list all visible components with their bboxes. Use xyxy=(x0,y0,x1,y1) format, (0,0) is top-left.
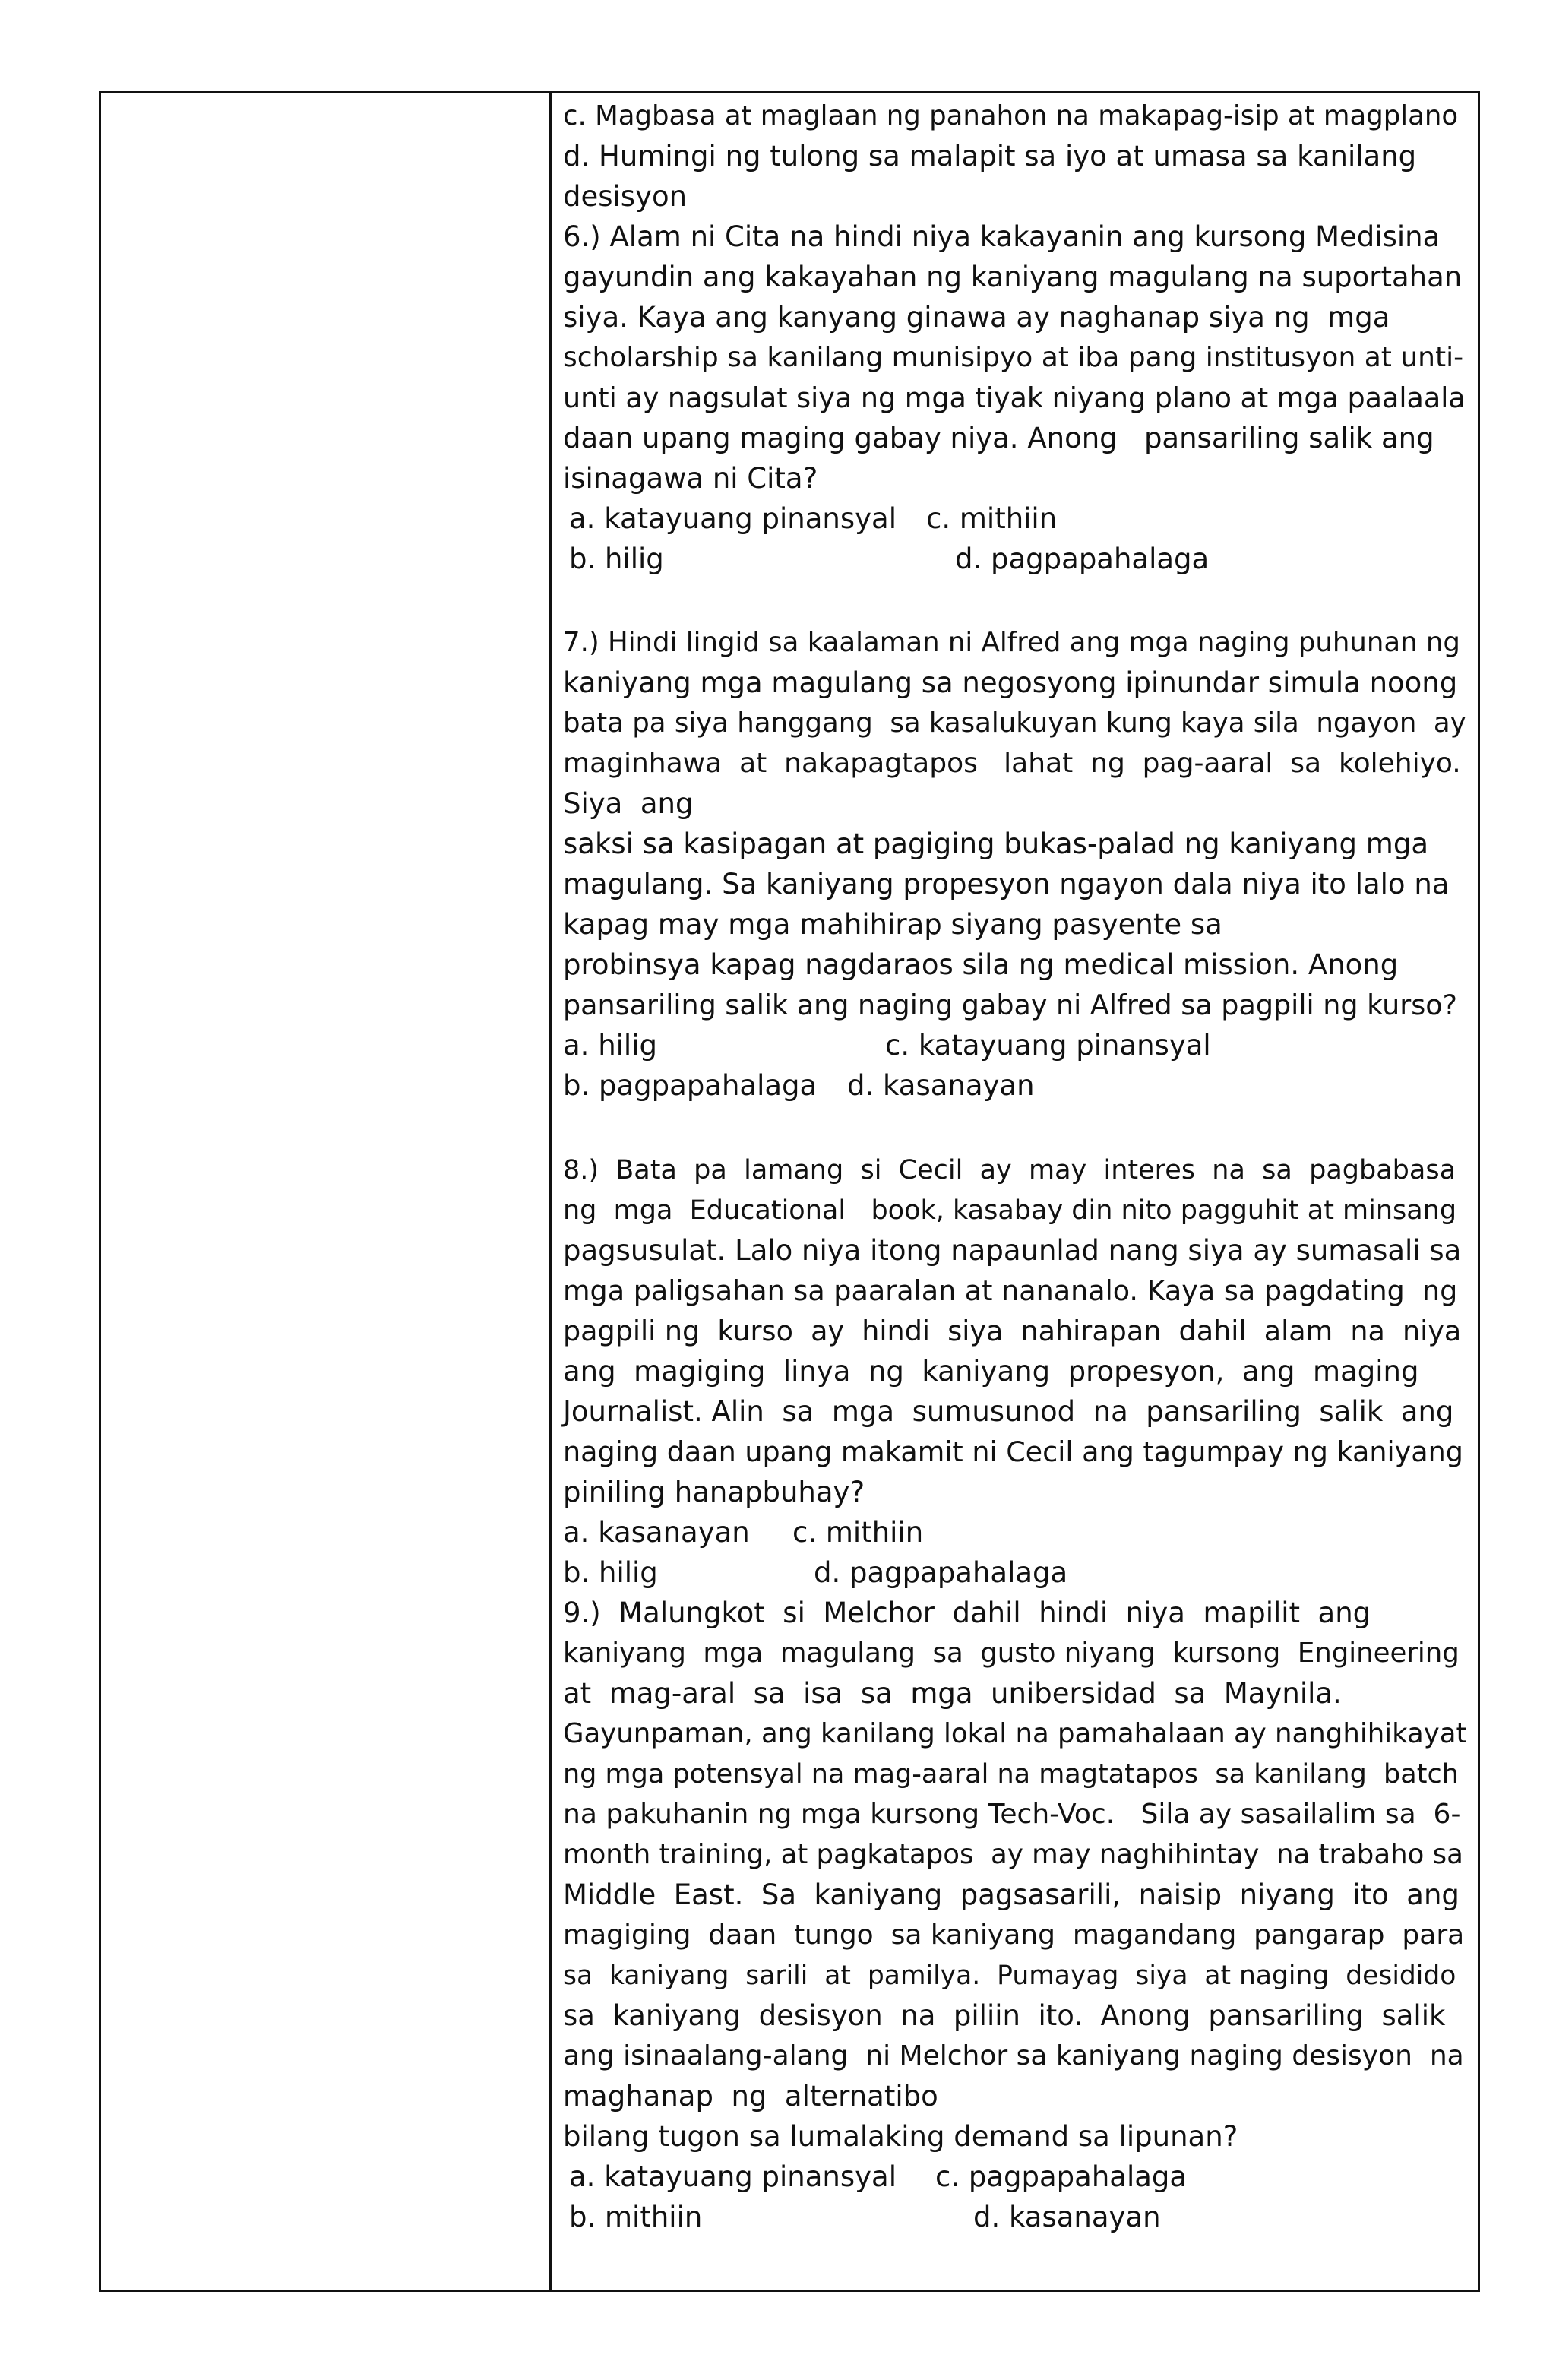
q9-line: at mag-aral sa isa sa mga unibersidad sa Maynila. xyxy=(563,1677,1342,1710)
q8-option-b: b. hilig xyxy=(563,1556,658,1589)
q8-line: piniling hanapbuhay? xyxy=(563,1476,865,1508)
q7-line: saksi sa kasipagan at pagiging bukas-palad ng kaniyang mga xyxy=(563,828,1428,860)
q7-line: bata pa siya hanggang sa kasalukuyan kung kaya sila ngayon ay xyxy=(563,707,1466,739)
q9-option-b: b. mithiin xyxy=(569,2201,703,2233)
q7-option-a: a. hilig xyxy=(563,1029,657,1062)
q7-line: pansariling salik ang naging gabay ni Alfred sa pagpili ng kurso? xyxy=(563,989,1457,1021)
q7-option-b: b. pagpapahalaga xyxy=(563,1069,818,1102)
q7-line: kapag may mga mahihirap siyang pasyente sa xyxy=(563,908,1222,941)
q9-line: ang isinaalang-alang ni Melchor sa kaniyang naging desisyon na xyxy=(563,2040,1464,2071)
q5-option-d: d. Humingi ng tulong sa malapit sa iyo at umasa sa kanilang xyxy=(563,140,1417,172)
q7-option-d: d. kasanayan xyxy=(847,1069,1035,1102)
q6-line: isinagawa ni Cita? xyxy=(563,462,818,495)
q9-line: na pakuhanin ng mga kursong Tech-Voc. Sila ay sasailalim sa 6- xyxy=(563,1799,1461,1830)
q6-line: daan upang maging gabay niya. Anong pansariling salik ang xyxy=(563,422,1434,454)
q8-line: mga paligsahan sa paaralan at nananalo. Kaya sa pagdating ng xyxy=(563,1274,1458,1307)
q7-line: probinsya kapag nagdaraos sila ng medical mission. Anong xyxy=(563,948,1399,981)
q8-line: ang magiging linya ng kaniyang propesyon, ang maging xyxy=(563,1355,1419,1388)
q7-line: kaniyang mga magulang sa negosyong ipinundar simula noong xyxy=(563,666,1458,699)
q9-line: 9.) Malungkot si Melchor dahil hindi niya mapilit ang xyxy=(563,1597,1371,1629)
q7-line: Siya ang xyxy=(563,787,694,820)
q6-line: gayundin ang kakayahan ng kaniyang magulang na suportahan xyxy=(563,261,1463,293)
q9-line: kaniyang mga magulang sa gusto niyang kursong Engineering xyxy=(563,1638,1460,1669)
questions-cell xyxy=(563,93,1475,2290)
q9-option-c: c. pagpapahalaga xyxy=(935,2160,1188,2193)
q8-option-a: a. kasanayan xyxy=(563,1516,750,1549)
q9-line: month training, at pagkatapos ay may naghihintay na trabaho sa xyxy=(563,1839,1463,1870)
column-divider xyxy=(549,93,552,2290)
q8-line: pagsusulat. Lalo niya itong napaunlad nang siya ay sumasali sa xyxy=(563,1234,1462,1267)
q9-line: bilang tugon sa lumalaking demand sa lipunan? xyxy=(563,2120,1238,2153)
q8-line: Journalist. Alin sa mga sumusunod na pansariling salik ang xyxy=(563,1395,1454,1428)
q6-line: 6.) Alam ni Cita na hindi niya kakayanin ang kursong Medisina xyxy=(563,220,1441,253)
q6-option-a: a. katayuang pinansyal xyxy=(569,502,897,535)
q9-line: Middle East. Sa kaniyang pagsasarili, naisip niyang ito ang xyxy=(563,1878,1460,1911)
q5-option-c: c. Magbasa at maglaan ng panahon na makapag-isip at magplano xyxy=(563,100,1459,131)
q9-line: ng mga potensyal na mag-aaral na magtatapos sa kanilang batch xyxy=(563,1759,1459,1790)
q6-line: unti ay nagsulat siya ng mga tiyak niyang plano at mga paalaala xyxy=(563,381,1466,414)
q8-line: ng mga Educational book, kasabay din nito pagguhit at minsang xyxy=(563,1195,1457,1226)
q5-option-d-cont: desisyon xyxy=(563,180,688,213)
question-table xyxy=(99,91,1480,2292)
q8-option-d: d. pagpapahalaga xyxy=(814,1556,1068,1589)
q6-line: siya. Kaya ang kanyang ginawa ay naghanap siya ng mga xyxy=(563,301,1390,334)
q8-line: naging daan upang makamit ni Cecil ang tagumpay ng kaniyang xyxy=(563,1435,1463,1468)
q9-line: maghanap ng alternatibo xyxy=(563,2080,938,2113)
q8-line: 8.) Bata pa lamang si Cecil ay may interes na sa pagbabasa xyxy=(563,1155,1456,1185)
q9-line: Gayunpaman, ang kanilang lokal na pamahalaan ay nanghihikayat xyxy=(563,1718,1467,1749)
q9-line: magiging daan tungo sa kaniyang magandang pangarap para xyxy=(563,1920,1465,1951)
q6-option-d: d. pagpapahalaga xyxy=(955,543,1210,575)
q8-line: pagpili ng kurso ay hindi siya nahirapan dahil alam na niya xyxy=(563,1315,1462,1347)
q9-option-d: d. kasanayan xyxy=(973,2201,1161,2233)
left-column-cell xyxy=(101,93,549,2290)
q6-line: scholarship sa kanilang munisipyo at iba pang institusyon at unti- xyxy=(563,342,1464,373)
q7-line: maginhawa at nakapagtapos lahat ng pag-aaral sa kolehiyo. xyxy=(563,748,1461,779)
q7-line: 7.) Hindi lingid sa kaalaman ni Alfred ang mga naging puhunan ng xyxy=(563,627,1460,658)
q6-option-c: c. mithiin xyxy=(926,502,1058,535)
q9-line: sa kaniyang sarili at pamilya. Pumayag siya at naging desidido xyxy=(563,1961,1456,1991)
q7-option-c: c. katayuang pinansyal xyxy=(885,1029,1211,1062)
q8-option-c: c. mithiin xyxy=(792,1516,924,1549)
q6-option-b: b. hilig xyxy=(569,543,664,575)
q9-line: sa kaniyang desisyon na piliin ito. Anong pansariling salik xyxy=(563,1999,1446,2032)
q9-option-a: a. katayuang pinansyal xyxy=(569,2160,897,2193)
q7-line: magulang. Sa kaniyang propesyon ngayon dala niya ito lalo na xyxy=(563,868,1450,900)
